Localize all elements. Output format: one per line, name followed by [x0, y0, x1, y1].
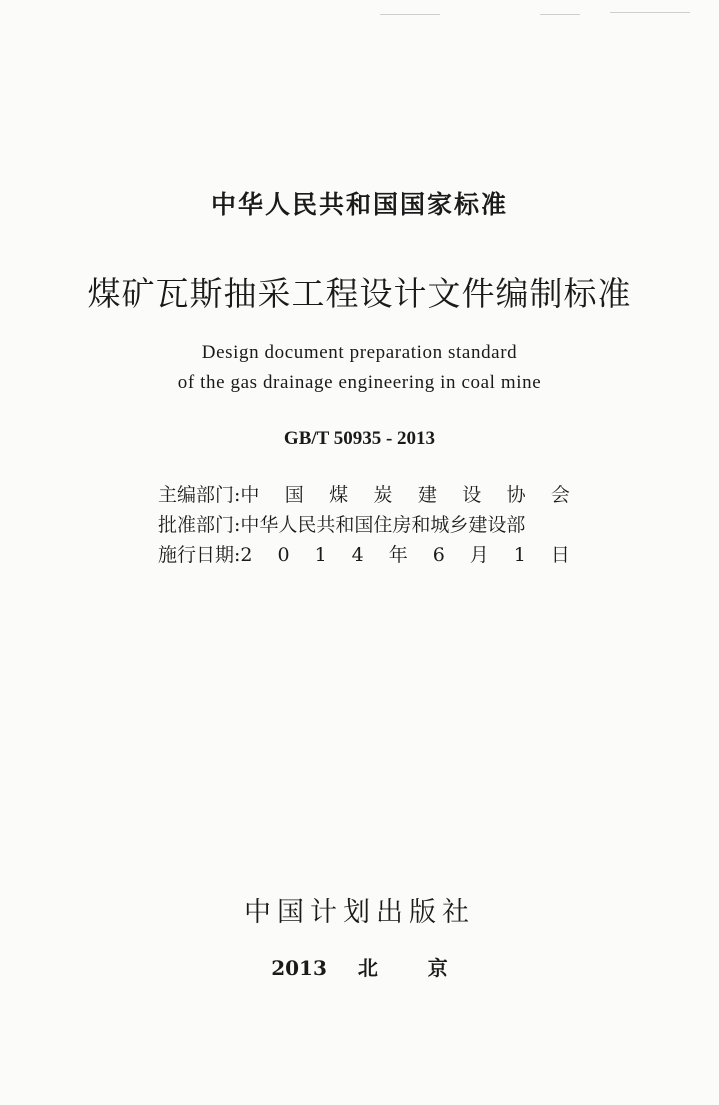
effective-date-char: 4 — [351, 544, 364, 566]
effective-date-row — [158, 540, 570, 570]
publication-meta — [158, 480, 570, 570]
chief-editor-label: 主编部门: — [158, 484, 241, 506]
chief-editor-char: 设 — [462, 484, 482, 506]
chief-editor-char: 协 — [506, 484, 526, 506]
approver-value: 中华人民共和国住房和城乡建设部 — [240, 514, 526, 536]
title-english-line-2: of the gas drainage engineering in coal mine — [177, 372, 542, 393]
publication-place — [0, 952, 719, 981]
effective-date-char: 日 — [550, 544, 570, 566]
chief-editor-row — [158, 480, 570, 510]
title-english — [0, 338, 719, 398]
scan-speck — [610, 12, 690, 13]
standard-category: 中华人民共和国国家标准 — [210, 190, 508, 219]
chief-editor-char: 会 — [550, 484, 570, 506]
publisher-name: 中国计划出版社 — [244, 897, 475, 928]
publication-year: 2013 — [271, 956, 327, 980]
title-chinese: 煤矿瓦斯抽采工程设计文件编制标准 — [87, 274, 632, 313]
chief-editor-char: 煤 — [329, 484, 349, 506]
effective-date-char: 2 — [240, 544, 253, 566]
title-english-line-1: Design document preparation standard — [201, 342, 518, 363]
chief-editor-char: 中 — [240, 484, 260, 506]
effective-date-char: 6 — [432, 544, 445, 566]
effective-date-char: 0 — [277, 544, 290, 566]
chief-editor-char: 炭 — [373, 484, 393, 506]
standard-code: GB/T 50935 - 2013 — [283, 428, 436, 449]
approver-label: 批准部门: — [158, 514, 241, 536]
effective-date-char: 1 — [513, 544, 526, 566]
publication-city-part1: 北 — [357, 956, 378, 980]
approver-row — [158, 510, 570, 540]
effective-date-char: 月 — [469, 544, 489, 566]
chief-editor-value — [240, 480, 570, 510]
effective-date-value — [240, 540, 570, 570]
publication-city-part2: 京 — [427, 956, 448, 980]
effective-date-label: 施行日期: — [158, 544, 241, 566]
effective-date-char: 1 — [314, 544, 327, 566]
effective-date-char: 年 — [388, 544, 408, 566]
chief-editor-char: 建 — [417, 484, 437, 506]
scan-speck — [540, 14, 580, 15]
scan-speck — [380, 14, 440, 15]
chief-editor-char: 国 — [284, 484, 304, 506]
